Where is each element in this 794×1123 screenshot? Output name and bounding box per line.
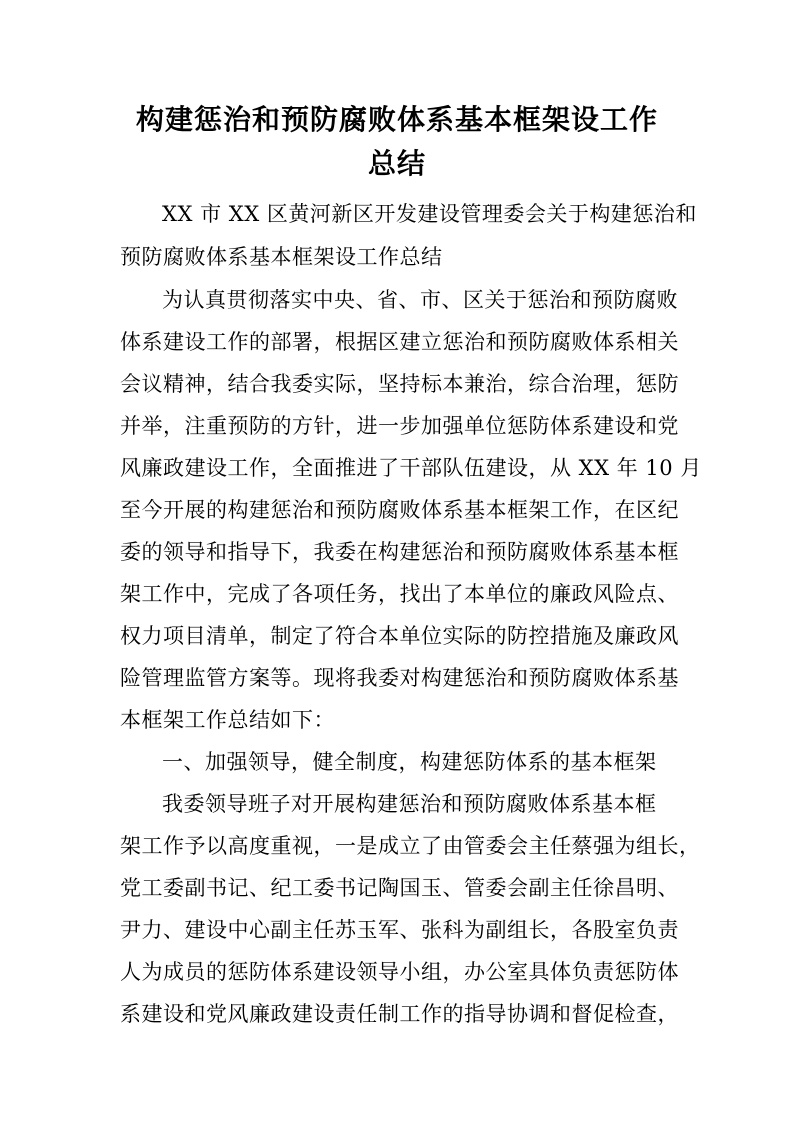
document-title-line-2: 总结: [367, 147, 426, 180]
paragraph-line: 权力项目清单，制定了符合本单位实际的防控措施及廉政风: [120, 624, 679, 648]
paragraph-line: 预防腐败体系基本框架设工作总结: [120, 245, 443, 269]
section-heading: 一、加强领导，健全制度，构建惩防体系的基本框架: [162, 750, 657, 774]
paragraph-line: 风廉政建设工作，全面推进了干部队伍建设，从 XX 年 10 月: [120, 456, 702, 480]
paragraph-line: 委的领导和指导下，我委在构建惩治和预防腐败体系基本框: [120, 540, 679, 564]
paragraph-line: 尹力、建设中心副主任苏玉军、张科为副组长，各股室负责: [120, 918, 679, 942]
paragraph-line: 系建设和党风廉政建设责任制工作的指导协调和督促检查，: [120, 1002, 679, 1026]
paragraph-line: 人为成员的惩防体系建设领导小组，办公室具体负责惩防体: [120, 960, 679, 984]
paragraph-line: 并举，注重预防的方针，进一步加强单位惩防体系建设和党: [120, 414, 679, 438]
paragraph-line: 我委领导班子对开展构建惩治和预防腐败体系基本框: [162, 792, 657, 816]
paragraph-line: 体系建设工作的部署，根据区建立惩治和预防腐败体系相关: [120, 330, 679, 354]
paragraph-line: 架工作予以高度重视，一是成立了由管委会主任蔡强为组长，: [120, 834, 701, 858]
paragraph-line: 架工作中，完成了各项任务，找出了本单位的廉政风险点、: [120, 582, 679, 606]
paragraph-line: 至今开展的构建惩治和预防腐败体系基本框架工作，在区纪: [120, 498, 679, 522]
paragraph-line: 本框架工作总结如下：: [120, 708, 335, 732]
paragraph-line: 为认真贯彻落实中央、省、市、区关于惩治和预防腐败: [162, 288, 678, 312]
paragraph-line: XX 市 XX 区黄河新区开发建设管理委会关于构建惩治和: [162, 202, 697, 226]
paragraph-line: 党工委副书记、纪工委书记陶国玉、管委会副主任徐昌明、: [120, 876, 679, 900]
paragraph-line: 险管理监管方案等。现将我委对构建惩治和预防腐败体系基: [120, 666, 679, 690]
paragraph-line: 会议精神，结合我委实际，坚持标本兼治，综合治理，惩防: [120, 372, 679, 396]
document-title-line-1: 构建惩治和预防腐败体系基本框架设工作: [135, 103, 658, 136]
